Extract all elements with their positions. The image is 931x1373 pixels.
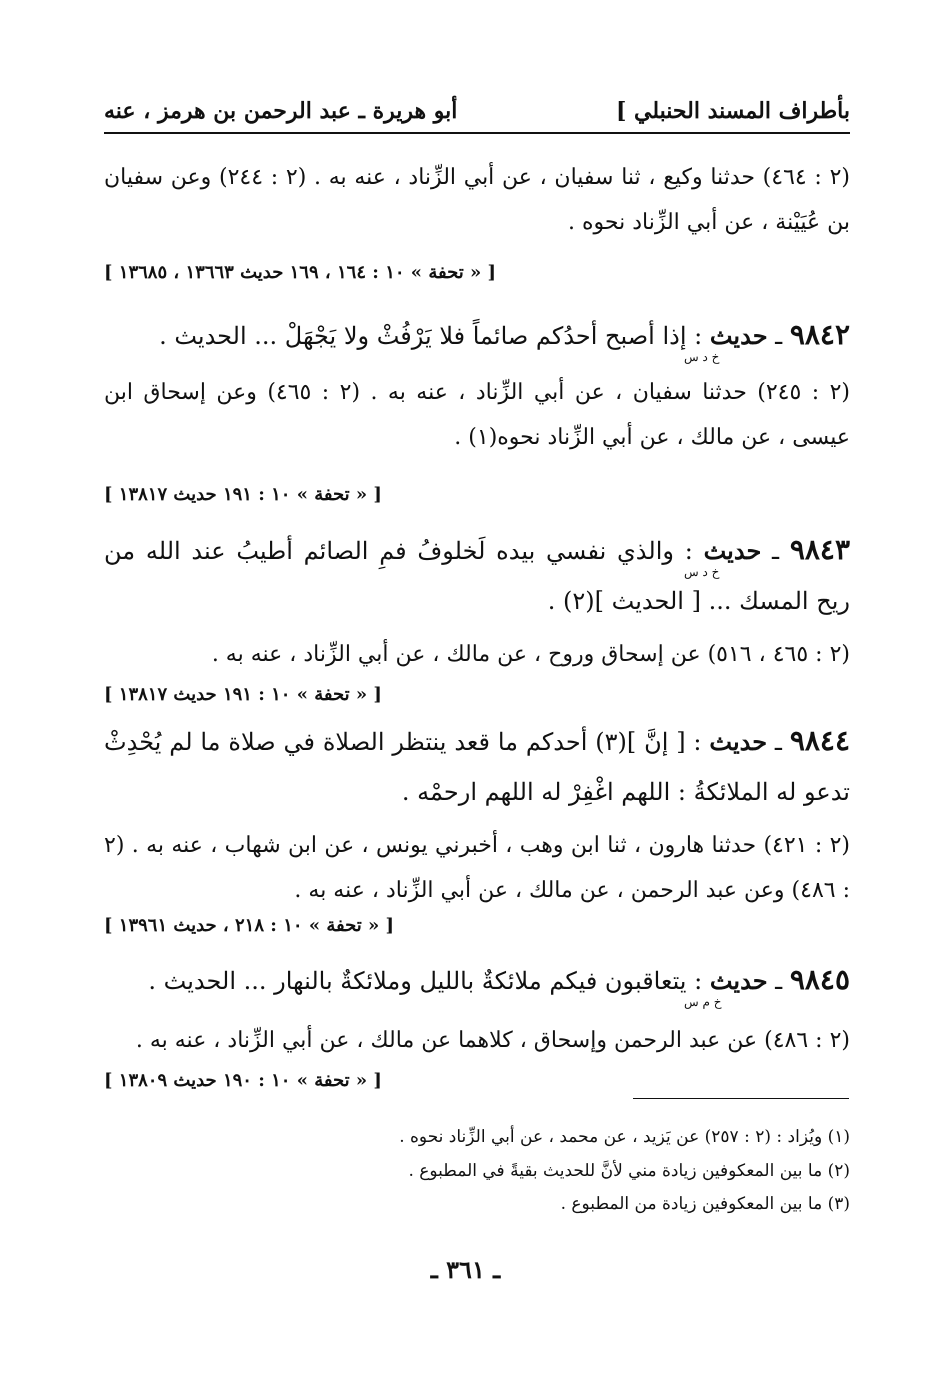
hadith-keyword: حديث <box>709 727 768 756</box>
hadith-keyword: حديث <box>703 536 762 565</box>
hadith-number: ٩٨٤٤ <box>789 724 850 757</box>
hadith-number: ٩٨٤٣ <box>789 533 850 566</box>
sigla-9843: خ د س <box>684 565 720 579</box>
hadith-text: : إذا أصبح أحدُكم صائماً فلا يَرْفُثْ ولا يَجْهَلْ ... الحديث . <box>159 322 703 350</box>
tuhfa-reference-2: [ « تحفة » ١٠ : ١٩١ حديث ١٣٨١٧ ] <box>104 484 382 505</box>
tuhfa-reference-3: [ « تحفة » ١٠ : ١٩١ حديث ١٣٨١٧ ] <box>104 684 382 705</box>
tuhfa-reference-4: [ « تحفة » ١٠ : ٢١٨ ، حديث ١٣٩٦١ ] <box>104 915 395 936</box>
header-book-title: بأطراف المسند الحنبلي ] <box>615 98 850 124</box>
footnote-2: (٢) ما بين المعكوفين زيادة مني لأنَّ للحديث بقيةً في المطبوع . <box>408 1161 850 1181</box>
footnote-3: (٣) ما بين المعكوفين زيادة من المطبوع . <box>560 1194 850 1214</box>
hadith-entry-9844: ٩٨٤٤ ـ حديث : [ إنَّ ](٣) أحدكم ما قعد ينتظر الصلاة في صلاة ما لم يُحْدِثْ تدعو له الملائكةُ : اللهم اغْفِرْ له اللهم ارحمْه . <box>104 724 850 806</box>
hadith-text: : يتعاقبون فيكم ملائكةٌ بالليل وملائكةٌ بالنهار ... الحديث . <box>148 967 703 995</box>
hadith-keyword: حديث <box>709 966 768 995</box>
hadith-keyword: حديث <box>709 321 768 350</box>
footnote-1: (١) ويُزاد : (٢ : ٢٥٧) عن يَزيد ، عن محمد ، عن أبي الزِّناد نحوه . <box>399 1127 850 1147</box>
hadith-number: ٩٨٤٢ <box>789 318 850 351</box>
chain-text-2: (٢ : ٢٤٥) حدثنا سفيان ، عن أبي الزِّناد ، عنه به . (٢ : ٤٦٥) وعن إسحاق ابن عيسى ، عن مالك ، عن أبي الزِّناد نحوه(١) . <box>104 380 851 450</box>
sigla-9845: خ م س <box>684 995 722 1009</box>
hadith-entry-9842: ٩٨٤٢ ـ حديث : إذا أصبح أحدُكم صائماً فلا يَرْفُثْ ولا يَجْهَلْ ... الحديث . <box>159 318 850 351</box>
header-section-title: أبو هريرة ـ عبد الرحمن بن هرمز ، عنه <box>104 98 458 124</box>
footnote-separator <box>633 1098 849 1099</box>
hadith-number: ٩٨٤٥ <box>789 963 850 996</box>
chain-text-1: (٢ : ٤٦٤) حدثنا وكيع ، ثنا سفيان ، عن أبي الزِّناد ، عنه به . (٢ : ٢٤٤) وعن سفيان بن عُيَيْنة ، عن أبي الزِّناد نحوه . <box>104 165 850 235</box>
chain-text-3: (٢ : ٤٦٥ ، ٥١٦) عن إسحاق وروح ، عن مالك ، عن أبي الزِّناد ، عنه به . <box>211 642 850 667</box>
hadith-text: : والذي نفسي بيده لَخلوفُ فمِ الصائم أطيبُ عند الله من ريح المسك ... [ الحديث ](٢) . <box>104 537 850 615</box>
sigla-9842: خ د س <box>684 350 720 364</box>
chain-text-4: (٢ : ٤٢١) حدثنا هارون ، ثنا ابن وهب ، أخبرني يونس ، عن ابن شهاب ، عنه به . (٢ : ٤٨٦) وعن عبد الرحمن ، عن مالك ، عن أبي الزِّناد ، عنه به . <box>104 833 850 903</box>
page-number: ـ ٣٦١ ـ <box>430 1255 501 1284</box>
hadith-text: : [ إنَّ ](٣) أحدكم ما قعد ينتظر الصلاة في صلاة ما لم يُحْدِثْ تدعو له الملائكةُ : اللهم اغْفِرْ له اللهم ارحمْه . <box>104 728 850 806</box>
hadith-entry-9845: ٩٨٤٥ ـ حديث : يتعاقبون فيكم ملائكةٌ بالليل وملائكةٌ بالنهار ... الحديث . <box>148 963 850 996</box>
hadith-entry-9843: ٩٨٤٣ ـ حديث : والذي نفسي بيده لَخلوفُ فمِ الصائم أطيبُ عند الله من ريح المسك ... [ الحديث ](٢) . <box>104 533 850 615</box>
tuhfa-reference-1: [ « تحفة » ١٠ : ١٦٤ ، ١٦٩ حديث ١٣٦٦٣ ، ١٣٦٨٥ ] <box>104 262 496 283</box>
chain-text-5: (٢ : ٤٨٦) عن عبد الرحمن وإسحاق ، كلاهما عن مالك ، عن أبي الزِّناد ، عنه به . <box>135 1028 850 1053</box>
tuhfa-reference-5: [ « تحفة » ١٠ : ١٩٠ حديث ١٣٨٠٩ ] <box>104 1070 382 1091</box>
running-header <box>104 92 850 134</box>
